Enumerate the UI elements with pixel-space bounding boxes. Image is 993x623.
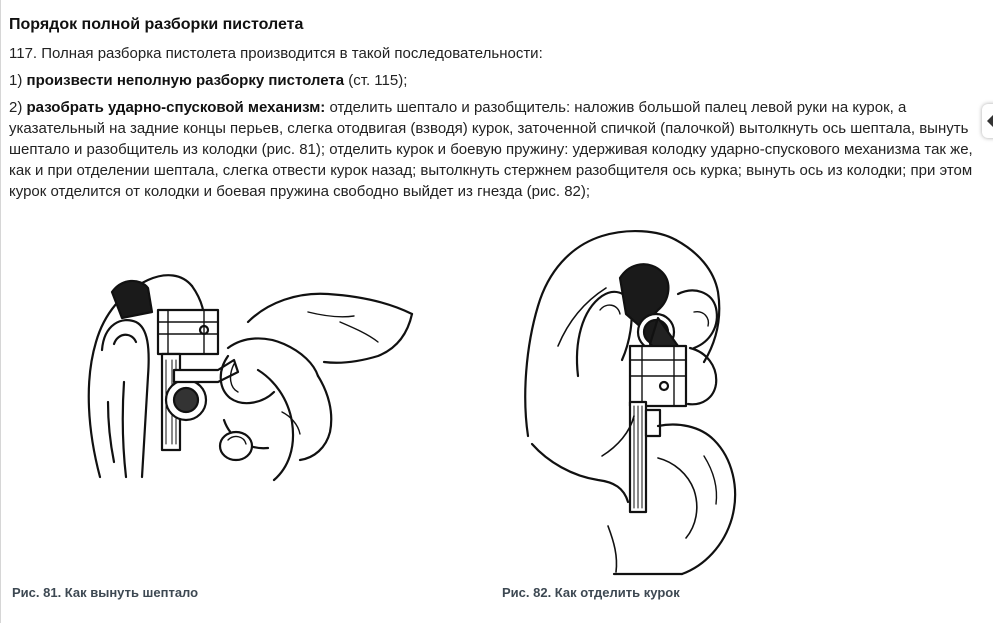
chevron-left-icon xyxy=(987,115,993,127)
step-text: (ст. 115); xyxy=(344,72,408,89)
paragraph-step-1 xyxy=(9,70,407,91)
section-title: Порядок полной разборки пистолета xyxy=(9,16,304,33)
figure-81-illustration xyxy=(78,252,418,484)
step-title: произвести неполную разборку пистолета xyxy=(26,72,345,89)
paragraph-step-2 xyxy=(9,97,981,202)
step-text: отделить шептало и разобщитель: наложив большой палец левой руки на курок, а указательный на задние концы перьев, слегка отодвигая (взводя) курок, заточенной спичкой (палочкой) вытолкнуть ось шептала, вынуть шептало и разобщитель из колодки (рис. 81); отделить курок и боевую пружину: удерживая колодку ударно-спускового механизма так же, как и при отделении шептала, слегка отвести курок назад; вытолкнуть стержнем разобщителя ось курка; вынуть ось из колодки; при этом курок отделится от колодки и боевая пружина свободно выйдет из гнезда (рис. 82); xyxy=(9,99,973,200)
step-number: 1) xyxy=(9,72,27,89)
figure-82-illustration xyxy=(518,226,744,578)
figure-81-caption: Рис. 81. Как вынуть шептало xyxy=(12,585,199,600)
step-title: разобрать ударно-спусковой механизм: xyxy=(26,99,326,116)
page-edge-line xyxy=(0,0,1,623)
step-number: 2) xyxy=(9,99,27,116)
figure-82-caption: Рис. 82. Как отделить курок xyxy=(502,585,680,600)
paragraph-117: 117. Полная разборка пистолета производится в такой последовательности: xyxy=(9,45,543,62)
scroll-left-button[interactable] xyxy=(982,104,993,138)
